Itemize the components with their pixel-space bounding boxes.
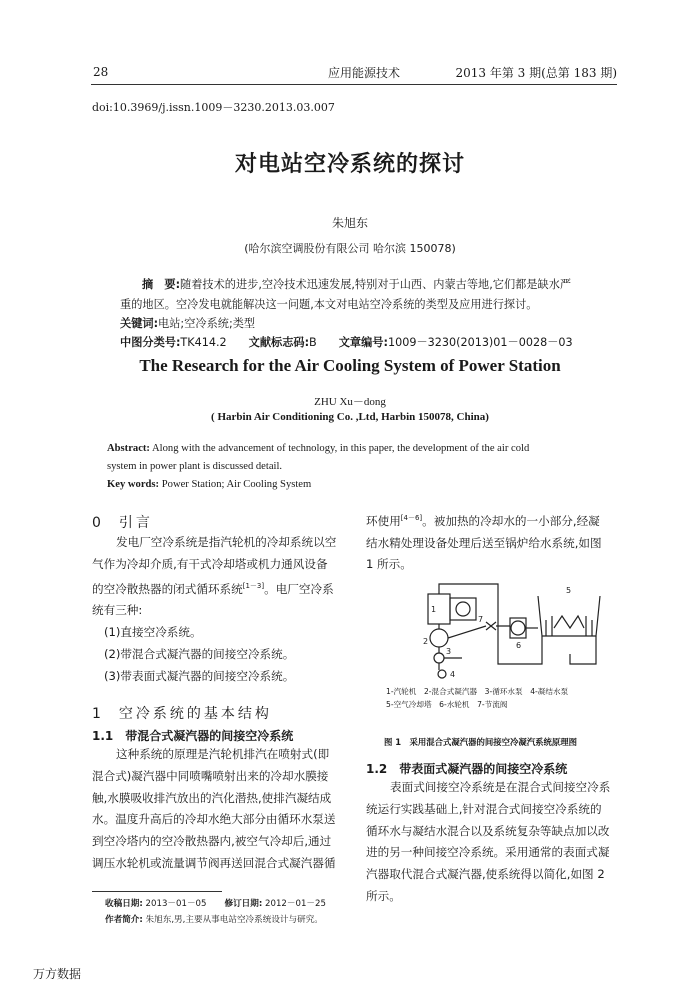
subsection-1-1-heading: 1.1 带混合式凝汽器的间接空冷系统	[92, 729, 294, 743]
figure-1-caption: 图 1 采用混合式凝汽器的间接空冷凝汽系统原理图	[384, 737, 577, 747]
subsection-1-2-heading: 1.2 带表面式凝汽器的间接空冷系统	[366, 762, 568, 776]
header-rule	[91, 84, 617, 85]
footnote-rule	[92, 891, 222, 892]
classification-line: 中图分类号:TK414.2 文献标志码:B 文章编号:1009－3230(2013)01－0028－03	[120, 336, 573, 349]
watermark: 万方数据	[33, 967, 82, 981]
journal-name: 应用能源技术	[328, 66, 401, 80]
keywords-en: Key words: Power Station; Air Cooling System	[107, 479, 312, 490]
abstract-cn-label: 摘 要:	[142, 278, 181, 291]
list-item: (1)直接空冷系统。	[104, 625, 202, 640]
page-number: 28	[93, 65, 109, 79]
footnote-bio: 作者简介: 朱旭东,男,主要从事电站空冷系统设计与研究。	[105, 915, 323, 925]
author-en: ZHU Xu－dong	[314, 396, 386, 408]
label-4: 4	[450, 670, 456, 679]
list-item: (2)带混合式凝汽器的间接空冷系统。	[104, 646, 295, 661]
air-cooling-tower	[538, 596, 600, 636]
journal-issue: 2013 年第 3 期(总第 183 期)	[455, 66, 617, 80]
affiliation-en: ( Harbin Air Conditioning Co. ,Ltd, Harbin 150078, China)	[211, 411, 489, 423]
circulating-water-pump	[434, 653, 444, 663]
right-intro-paragraph: 环使用[4－6]。被加热的冷却水的一小部分,经凝 结水精处理设备处理后送至锅炉给水系统,如图 1 所示。	[366, 513, 602, 572]
figure-1-legend-1: 1-汽轮机 2-混合式凝汽器 3-循环水泵 4-凝结水泵	[386, 687, 569, 696]
author-cn: 朱旭东	[331, 216, 368, 230]
label-1: 1	[431, 605, 437, 614]
figure-1-legend-2: 5-空气冷却塔 6-水轮机 7-节流阀	[386, 700, 508, 709]
title-cn: 对电站空冷系统的探讨	[234, 152, 465, 177]
abstract-cn-line2: 重的地区。空冷发电就能解决这一问题,本文对电站空冷系统的类型及应用进行探讨。	[120, 298, 538, 311]
section-1-2-paragraph: 表面式间接空冷系统是在混合式间接空冷系 统运行实践基础上,针对混合式间接空冷系统的 循环水与凝结水混合以及系统复杂等缺点加以改 进的另一种间接空冷系统。采用通常的表面式凝 汽器取代混合式凝汽器,使系统得以简化,如图 2 所示。	[366, 780, 611, 903]
label-3: 3	[446, 647, 452, 656]
generator	[450, 598, 476, 620]
keywords-cn: 关键词:电站;空冷系统;类型	[120, 317, 256, 330]
figure-1-diagram	[420, 578, 610, 680]
label-7: 7	[478, 615, 484, 624]
water-turbine	[511, 621, 525, 635]
label-6: 6	[516, 641, 522, 650]
condensate-pump	[438, 670, 446, 678]
intro-paragraph: 发电厂空冷系统是指汽轮机的冷却系统以空 气作为冷却介质,有干式冷却塔或机力通风设备 的空冷散热器的闭式循环系统[1－3]。电厂空冷系 统有三种: (1)直接空冷系统。 (2)带混合式凝汽器的间接空冷系统。 (3)带表面式凝汽器的间接空冷系统。	[92, 532, 347, 687]
label-5: 5	[566, 586, 572, 595]
list-item: (3)带表面式凝汽器的间接空冷系统。	[104, 668, 295, 683]
footnote-dates: 收稿日期: 2013－01－05 修订日期: 2012－01－25	[105, 899, 326, 909]
doi: doi:10.3969/j.issn.1009－3230.2013.03.007	[92, 101, 335, 114]
abstract-en-line1: Abstract: Along with the advancement of technology, in this paper, the development of the air cold	[107, 443, 530, 454]
mixing-condenser	[430, 629, 448, 647]
abstract-cn-line1: 摘 要:随着技术的进步,空冷技术迅速发展,特别对于山西、内蒙古等地,它们都是缺水严	[142, 278, 572, 291]
throttle-valve	[486, 622, 496, 630]
title-en: The Research for the Air Cooling System of Power Station	[139, 356, 561, 375]
section-0-heading: 0 引言	[92, 515, 153, 531]
affiliation-cn: (哈尔滨空调股份有限公司 哈尔滨 150078)	[244, 242, 456, 255]
label-2: 2	[423, 637, 429, 646]
section-1-heading: 1 空冷系统的基本结构	[92, 706, 272, 722]
section-1-1-paragraph: 这种系统的原理是汽轮机排汽在喷射式(即 混合式)凝汽器中同喷嘴喷射出来的冷却水膜接 触,水膜吸收排汽放出的汽化潜热,使排汽凝结成 水。温度升高后的冷却水绝大部分由循环水泵送 到空冷塔内的空冷散热器内,被空气冷却后,通过 调压水轮机或流量调节阀再送回混合式凝汽器循	[92, 747, 336, 870]
abstract-en-line2: system in power plant is discussed detail.	[107, 461, 283, 472]
